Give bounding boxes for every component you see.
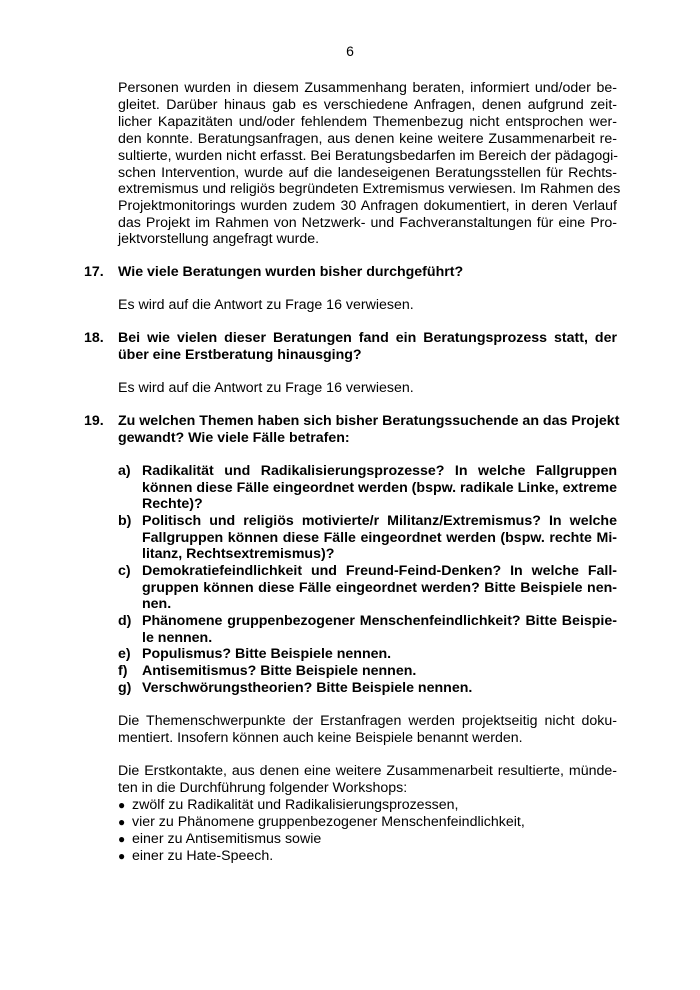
sub-item-letter: g) bbox=[118, 680, 132, 696]
list-item-text: vier zu Phänomene gruppenbezogener Menschenfeindlichkeit, bbox=[132, 814, 525, 830]
text-line: gleitet. Darüber hinaus gab es verschiedene Anfragen, denen aufgrund zeit- bbox=[118, 97, 617, 113]
sub-item-letter: c) bbox=[118, 563, 131, 579]
bullet-icon: ● bbox=[118, 815, 126, 829]
text-line: Personen wurden in diesem Zusammenhang beraten, informiert und/oder be- bbox=[118, 80, 617, 96]
list-item-text: einer zu Antisemitismus sowie bbox=[132, 831, 322, 847]
question-text: gewandt? Wie viele Fälle betrafen: bbox=[118, 430, 350, 446]
bullet-icon: ● bbox=[118, 849, 126, 863]
sub-item-text: Fallgruppen können diese Fälle eingeordnet werden (bspw. rechte Mi- bbox=[142, 530, 617, 546]
list-item-text: zwölf zu Radikalität und Radikalisierungsprozessen, bbox=[132, 797, 459, 813]
text-line: jektvorstellung angefragt wurde. bbox=[118, 231, 320, 247]
question-number: 17. bbox=[84, 264, 104, 280]
question-text: Zu welchen Themen haben sich bisher Beratungssuchende an das Projekt bbox=[118, 413, 620, 429]
answer-text: Es wird auf die Antwort zu Frage 16 verwiesen. bbox=[118, 297, 414, 313]
text-line: sultierte, wurden nicht erfasst. Bei Beratungsbedarfen im Bereich der pädagogi- bbox=[118, 148, 618, 164]
text-line: schen Intervention, wurde auf die landeseigenen Beratungsstellen für Rechts- bbox=[118, 165, 617, 181]
sub-item-text: Verschwörungstheorien? Bitte Beispiele nennen. bbox=[142, 680, 473, 696]
list-item-text: einer zu Hate-Speech. bbox=[132, 848, 274, 864]
text-line: den konnte. Beratungsanfragen, aus denen keine weitere Zusammenarbeit re- bbox=[118, 131, 617, 147]
sub-item-letter: d) bbox=[118, 613, 132, 629]
page-number: 6 bbox=[346, 43, 354, 59]
sub-item-text: Rechte)? bbox=[142, 496, 203, 512]
text-line: mentiert. Insofern können auch keine Beispiele benannt werden. bbox=[118, 730, 523, 746]
text-line: Die Themenschwerpunkte der Erstanfragen werden projektseitig nicht doku- bbox=[118, 713, 617, 729]
sub-item-letter: a) bbox=[118, 463, 131, 479]
sub-item-text: Antisemitismus? Bitte Beispiele nennen. bbox=[142, 663, 417, 679]
text-line: ten in die Durchführung folgender Workshops: bbox=[118, 780, 408, 796]
bullet-icon: ● bbox=[118, 832, 126, 846]
bullet-icon: ● bbox=[118, 798, 126, 812]
sub-item-text: Politisch und religiös motivierte/r Militanz/Extremismus? In welche bbox=[142, 513, 617, 529]
question-number: 19. bbox=[84, 413, 104, 429]
text-line: Die Erstkontakte, aus denen eine weitere Zusammenarbeit resultierte, münde- bbox=[118, 763, 617, 779]
sub-item-text: gruppen können diese Fälle eingeordnet werden? Bitte Beispiele nen- bbox=[142, 580, 617, 596]
sub-item-letter: e) bbox=[118, 646, 131, 662]
text-line: Projektmonitorings wurden zudem 30 Anfragen dokumentiert, in deren Verlauf bbox=[118, 198, 617, 214]
sub-item-text: können diese Fälle eingeordnet werden (bspw. radikale Linke, extreme bbox=[142, 480, 617, 496]
sub-item-text: le nennen. bbox=[142, 630, 213, 646]
question-number: 18. bbox=[84, 330, 104, 346]
sub-item-text: Populismus? Bitte Beispiele nennen. bbox=[142, 646, 392, 662]
question-text: über eine Erstberatung hinausging? bbox=[118, 347, 362, 363]
sub-item-text: Phänomene gruppenbezogener Menschenfeindlichkeit? Bitte Beispie- bbox=[142, 613, 617, 629]
sub-item-letter: b) bbox=[118, 513, 132, 529]
sub-item-text: litanz, Rechtsextremismus)? bbox=[142, 546, 335, 562]
sub-item-letter: f) bbox=[118, 663, 128, 679]
question-text: Wie viele Beratungen wurden bisher durchgeführt? bbox=[118, 264, 464, 280]
sub-item-text: Radikalität und Radikalisierungsprozesse? In welche Fallgruppen bbox=[142, 463, 617, 479]
question-text: Bei wie vielen dieser Beratungen fand ein Beratungsprozess statt, der bbox=[118, 330, 617, 346]
sub-item-text: Demokratiefeindlichkeit und Freund-Feind-Denken? In welche Fall- bbox=[142, 563, 617, 579]
answer-text: Es wird auf die Antwort zu Frage 16 verwiesen. bbox=[118, 380, 414, 396]
text-line: extremismus und religiös begründeten Extremismus verwiesen. Im Rahmen des bbox=[118, 181, 621, 197]
sub-item-text: nen. bbox=[142, 596, 172, 612]
text-line: licher Kapazitäten und/oder fehlendem Themenbezug nicht entsprochen wer- bbox=[118, 114, 617, 130]
text-line: das Projekt im Rahmen von Netzwerk- und Fachveranstaltungen für eine Pro- bbox=[118, 215, 617, 231]
